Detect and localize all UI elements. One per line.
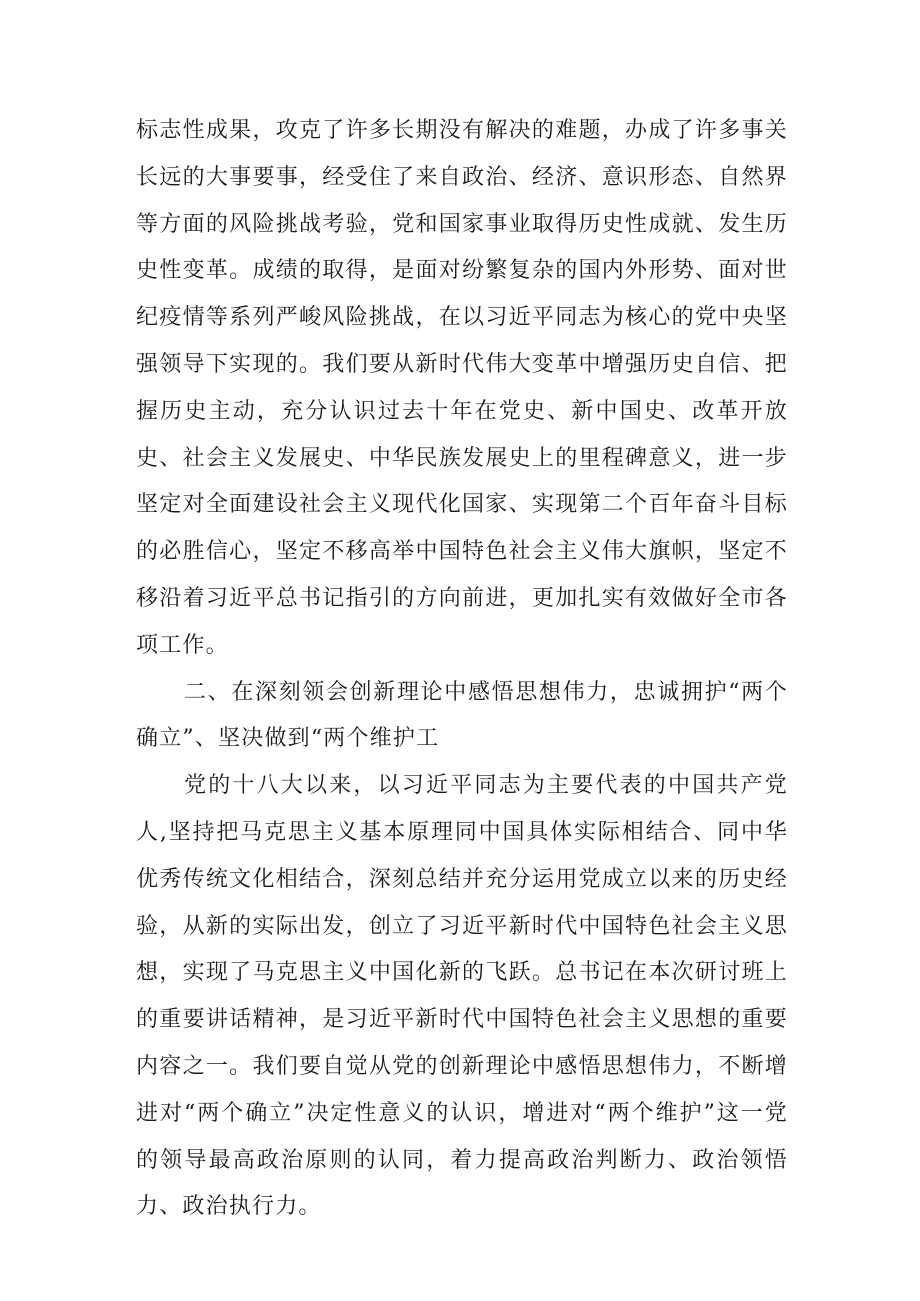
paragraph-continuation: 标志性成果，攻克了许多长期没有解决的难题，办成了许多事关长远的大事要事，经受住了来自政治、经济、意识形态、自然界等方面的风险挑战考验，党和国家事业取得历史性成就、发生历史性变革。成绩的取得，是面对纷繁复杂的国内外形势、面对世纪疫情等系列严峻风险挑战，在以习近平同志为核心的党中央坚强领导下实现的。我们要从新时代伟大变革中增强历史自信、把握历史主动，充分认识过去十年在党史、新中国史、改革开放史、社会主义发展史、中华民族发展史上的里程碑意义，进一步坚定对全面建设社会主义现代化国家、实现第二个百年奋斗目标的必胜信心，坚定不移高举中国特色社会主义伟大旗帜，坚定不移沿着习近平总书记指引的方向前进，更加扎实有效做好全市各项工作。 [136, 118, 788, 658]
paragraph-section-two-body: 党的十八大以来，以习近平同志为主要代表的中国共产党人,坚持把马克思主义基本原理同中国具体实际相结合、同中华优秀传统文化相结合，深刻总结并充分运用党成立以来的历史经验，从新的实际出发，创立了习近平新时代中国特色社会主义思想，实现了马克思主义中国化新的飞跃。总书记在本次研讨班上的重要讲话精神，是习近平新时代中国特色社会主义思想的重要内容之一。我们要自觉从党的创新理论中感悟思想伟力，不断增进对“两个确立”决定性意义的认识，增进对“两个维护”这一党的领导最高政治原则的认同，着力提高政治判断力、政治领悟力、政治执行力。 [136, 773, 788, 1220]
section-heading-two: 二、在深刻领会创新理论中感悟思想伟力，忠诚拥护“两个确立”、坚决做到“两个维护工 [136, 679, 788, 752]
document-body [136, 108, 788, 1231]
